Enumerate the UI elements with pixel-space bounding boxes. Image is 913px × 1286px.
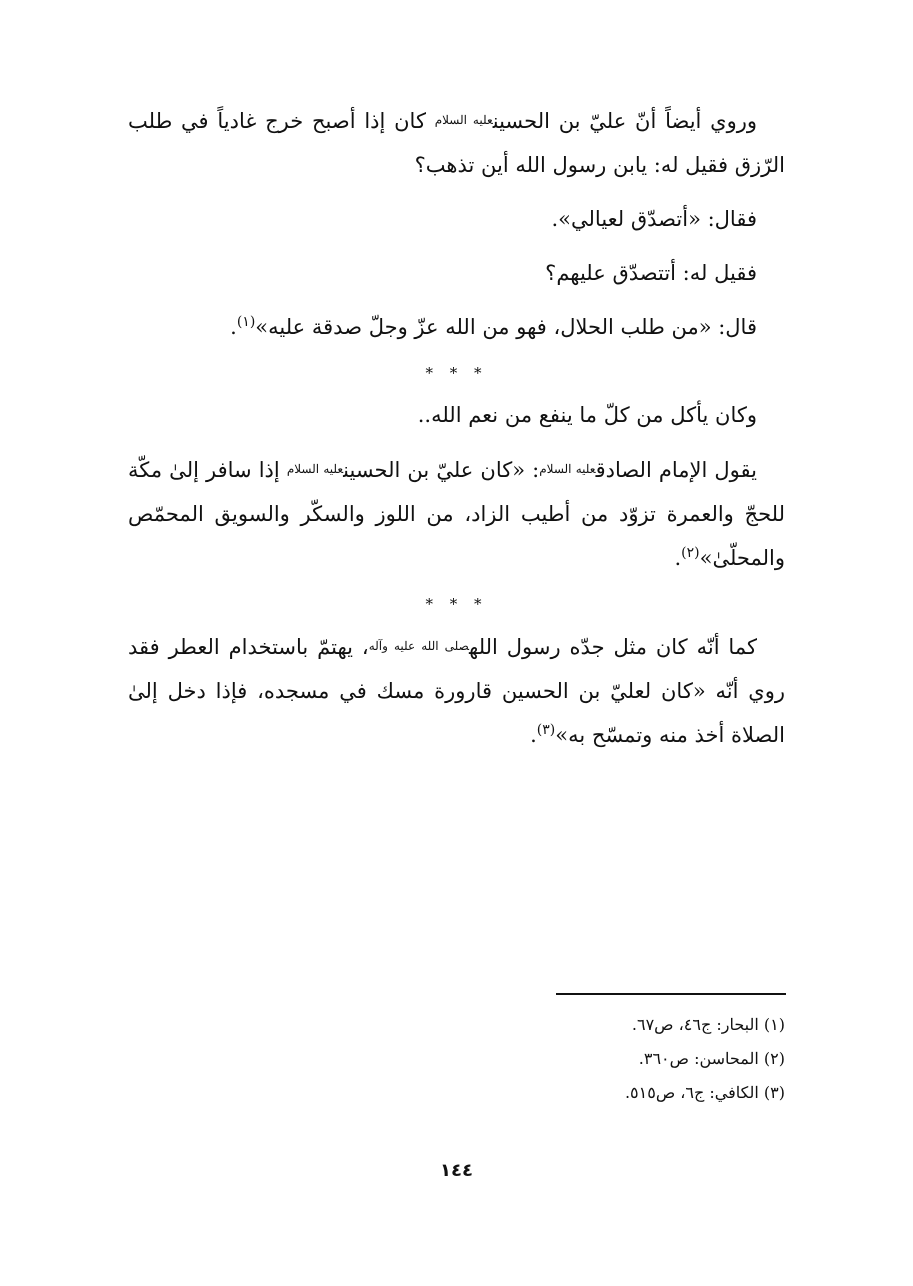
paragraph-2: فقال: «أتصدّق لعيالي». xyxy=(551,207,757,231)
honorific-mark: عليه السلام xyxy=(434,113,493,127)
section-separator-1: * * * xyxy=(425,364,488,382)
paragraph-3: فقيل له: أتتصدّق عليهم؟ xyxy=(545,261,757,285)
section-separator-2: * * * xyxy=(425,595,488,613)
paragraph-4 xyxy=(128,305,785,349)
paragraph-6-end: . xyxy=(674,546,682,570)
paragraph-6 xyxy=(128,447,785,580)
footnote-ref-3: (٣) xyxy=(536,722,556,738)
honorific-mark: صلى الله عليه وآله xyxy=(368,639,470,653)
page-number: ١٤٤ xyxy=(440,1160,473,1181)
honorific-mark: عليه السلام xyxy=(539,462,596,476)
paragraph-7 xyxy=(128,624,785,757)
paragraph-7-end: . xyxy=(530,723,537,747)
footnote-3: (٣) الكافي: ج٦، ص٥١٥. xyxy=(624,1083,785,1102)
paragraph-5: وكان يأكل من كلّ ما ينفع من نعم الله.. xyxy=(417,403,757,427)
paragraph-1 xyxy=(128,98,785,187)
footnotes xyxy=(485,1008,785,1110)
paragraph-4-text: قال: «من طلب الحلال، فهو من الله عزّ وجلّ صدقة عليه» xyxy=(255,315,757,339)
paragraph-1-text: وروي أيضاً أنّ عليّ بن الحسين xyxy=(492,109,757,133)
footnote-ref-2: (٢) xyxy=(681,545,700,561)
footnote-ref-1: (١) xyxy=(236,314,256,330)
main-text xyxy=(128,98,785,757)
paragraph-4-end: . xyxy=(230,315,237,339)
paragraph-7-text-b: ، يهتمّ باستخدام العطر فقد روي أنّه «كان لعليّ بن الحسين قارورة مسك في مسجده، فإذا دخل إلىٰ الصلاة أخذ منه وتمسّح به» xyxy=(128,635,785,747)
paragraph-6-text-c: إذا سافر إلىٰ مكّة للحجّ والعمرة تزوّد من أطيب الزاد، من اللوز والسكّر والسويق المحمّص والمحلّىٰ» xyxy=(128,458,785,570)
paragraph-7-text-a: كما أنّه كان مثل جدّه رسول الله xyxy=(469,635,757,659)
paragraph-1-rest: كان إذا أصبح خرج غادياً في طلب الرّزق فقيل له: يابن رسول الله أين تذهب؟ xyxy=(128,109,785,177)
paragraph-6-text-a: يقول الإمام الصادق xyxy=(595,458,757,482)
honorific-mark: عليه السلام xyxy=(286,462,344,476)
footnote-2: (٢) المحاسن: ص٣٦٠. xyxy=(638,1049,785,1068)
paragraph-6-text-b: : «كان عليّ بن الحسين xyxy=(343,458,540,482)
footnote-1: (١) البحار: ج٤٦، ص٦٧. xyxy=(631,1015,785,1034)
footnote-divider xyxy=(556,993,786,995)
